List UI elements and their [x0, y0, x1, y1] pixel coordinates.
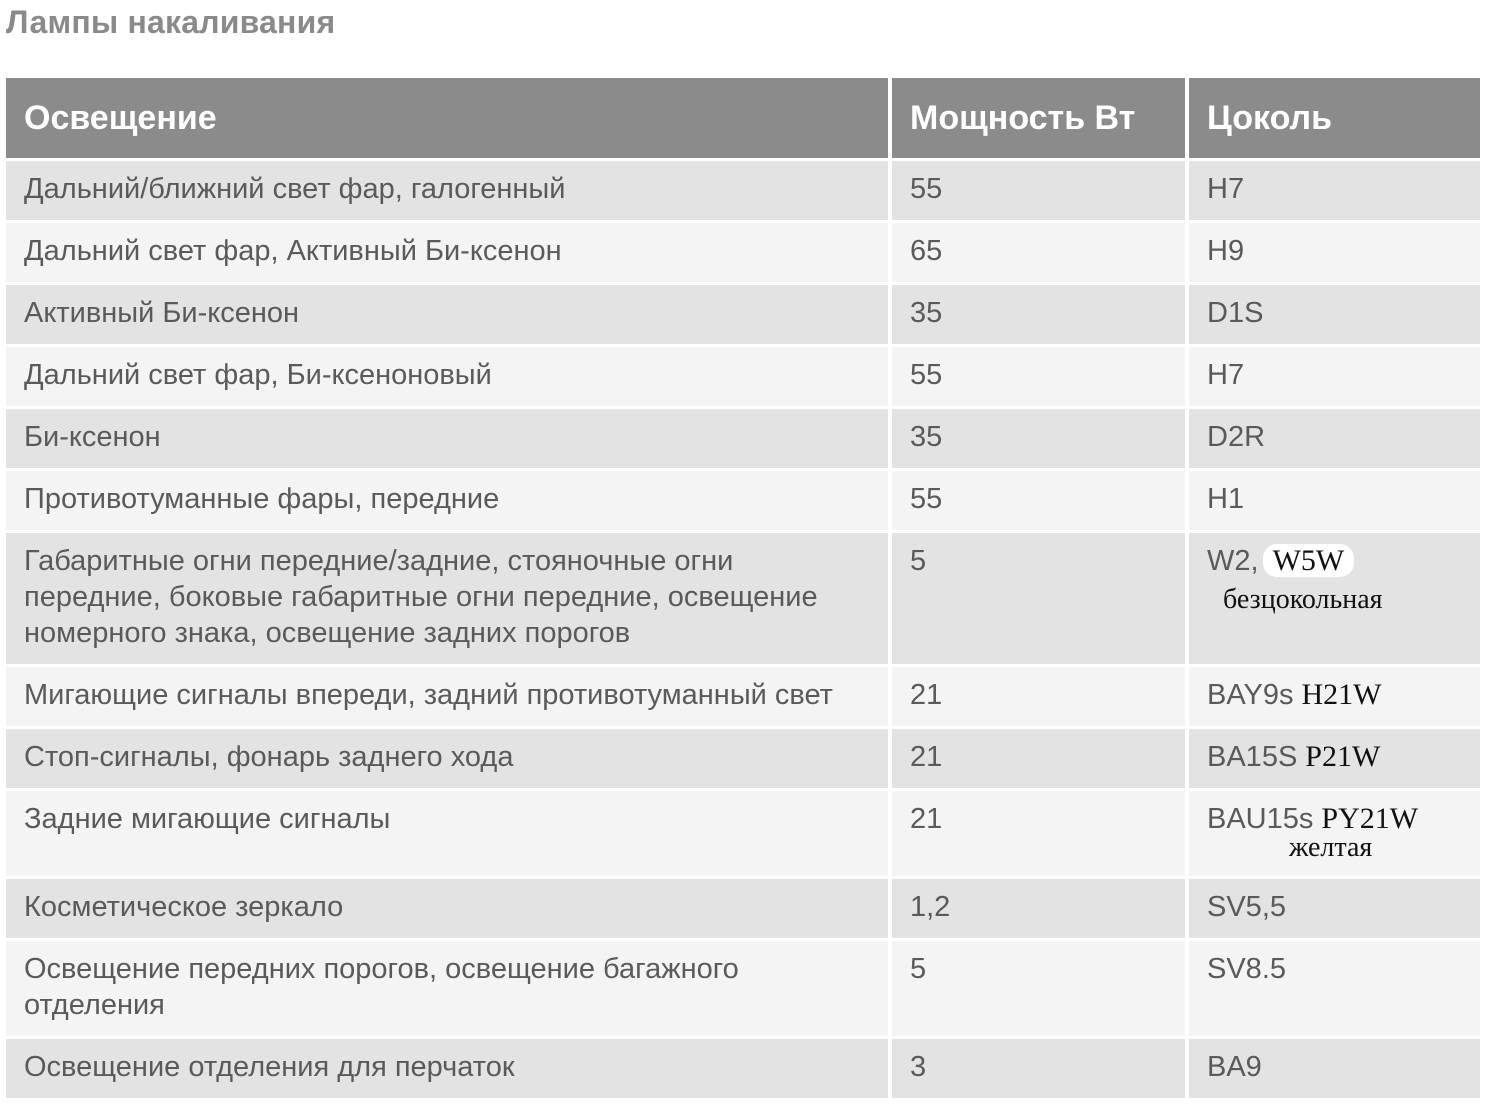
- base-value: H9: [1207, 235, 1245, 267]
- power-cell: 55: [890, 346, 1187, 408]
- header-base: Цоколь: [1187, 78, 1480, 160]
- lighting-cell: Освещение отделения для перчаток: [6, 1038, 890, 1099]
- lighting-cell: Активный Би-ксенон: [6, 284, 890, 346]
- base-value: SV8.5: [1207, 953, 1286, 985]
- lighting-cell: Дальний свет фар, Би-ксеноновый: [6, 346, 890, 408]
- power-cell: 1,2: [890, 878, 1187, 940]
- base-note: безцокольная: [1223, 584, 1383, 615]
- base-cell: [1187, 470, 1480, 532]
- power-cell: 55: [890, 160, 1187, 222]
- base-cell: [1187, 160, 1480, 222]
- table-row: [6, 790, 1480, 878]
- base-cell: [1187, 790, 1480, 878]
- power-cell: 21: [890, 728, 1187, 790]
- table-row: [6, 878, 1480, 940]
- base-cell: [1187, 940, 1480, 1038]
- power-cell: 35: [890, 284, 1187, 346]
- power-cell: 3: [890, 1038, 1187, 1099]
- base-note: желтая: [1289, 832, 1373, 863]
- base-cell: [1187, 728, 1480, 790]
- base-annotation: W5W: [1263, 544, 1355, 577]
- base-cell: [1187, 284, 1480, 346]
- lighting-cell: Освещение передних порогов, освещение багажного отделения: [6, 940, 890, 1038]
- lighting-cell: Габаритные огни передние/задние, стояночные огни передние, боковые габаритные огни передние, освещение номерного знака, освещение задних порогов: [6, 532, 890, 666]
- lighting-cell: Косметическое зеркало: [6, 878, 890, 940]
- table-row: [6, 940, 1480, 1038]
- base-cell: [1187, 408, 1480, 470]
- lighting-cell: Дальний/ближний свет фар, галогенный: [6, 160, 890, 222]
- table-row: [6, 222, 1480, 284]
- table-row: [6, 284, 1480, 346]
- header-lighting: Освещение: [6, 78, 890, 160]
- page-title: Лампы накаливания: [6, 4, 336, 40]
- power-cell: 5: [890, 532, 1187, 666]
- base-annotation: P21W: [1305, 740, 1381, 773]
- base-annotation: PY21W: [1321, 802, 1419, 835]
- lighting-cell: Би-ксенон: [6, 408, 890, 470]
- base-value: W2,: [1207, 545, 1259, 577]
- lamps-table: [6, 78, 1480, 1098]
- lighting-cell: Дальний свет фар, Активный Би-ксенон: [6, 222, 890, 284]
- header-power: Мощность Вт: [890, 78, 1187, 160]
- lighting-cell: Мигающие сигналы впереди, задний противотуманный свет: [6, 666, 890, 728]
- power-cell: 21: [890, 790, 1187, 878]
- power-cell: 55: [890, 470, 1187, 532]
- base-value: BA15S: [1207, 741, 1298, 773]
- base-value: BAU15s: [1207, 803, 1314, 835]
- table-row: [6, 408, 1480, 470]
- power-cell: 5: [890, 940, 1187, 1038]
- table-row: [6, 728, 1480, 790]
- base-cell: [1187, 346, 1480, 408]
- lighting-cell: Стоп-сигналы, фонарь заднего хода: [6, 728, 890, 790]
- base-value: BAY9s: [1207, 679, 1294, 711]
- base-value: H7: [1207, 359, 1245, 391]
- base-value: SV5,5: [1207, 891, 1286, 923]
- table-row: [6, 666, 1480, 728]
- power-cell: 35: [890, 408, 1187, 470]
- table-row: [6, 346, 1480, 408]
- base-value: H7: [1207, 173, 1245, 205]
- lighting-cell: Противотуманные фары, передние: [6, 470, 890, 532]
- base-cell: [1187, 1038, 1480, 1099]
- base-cell: [1187, 878, 1480, 940]
- base-value: H1: [1207, 483, 1245, 515]
- base-value: D1S: [1207, 297, 1264, 329]
- base-value: BA9: [1207, 1051, 1262, 1083]
- base-value: D2R: [1207, 421, 1266, 453]
- table-row: [6, 532, 1480, 666]
- base-cell: [1187, 532, 1480, 666]
- power-cell: 21: [890, 666, 1187, 728]
- base-annotation: H21W: [1301, 678, 1382, 711]
- table-row: [6, 1038, 1480, 1099]
- header-row: [6, 78, 1480, 160]
- base-cell: [1187, 222, 1480, 284]
- lighting-cell: Задние мигающие сигналы: [6, 790, 890, 878]
- table-row: [6, 160, 1480, 222]
- power-cell: 65: [890, 222, 1187, 284]
- table-row: [6, 470, 1480, 532]
- base-cell: [1187, 666, 1480, 728]
